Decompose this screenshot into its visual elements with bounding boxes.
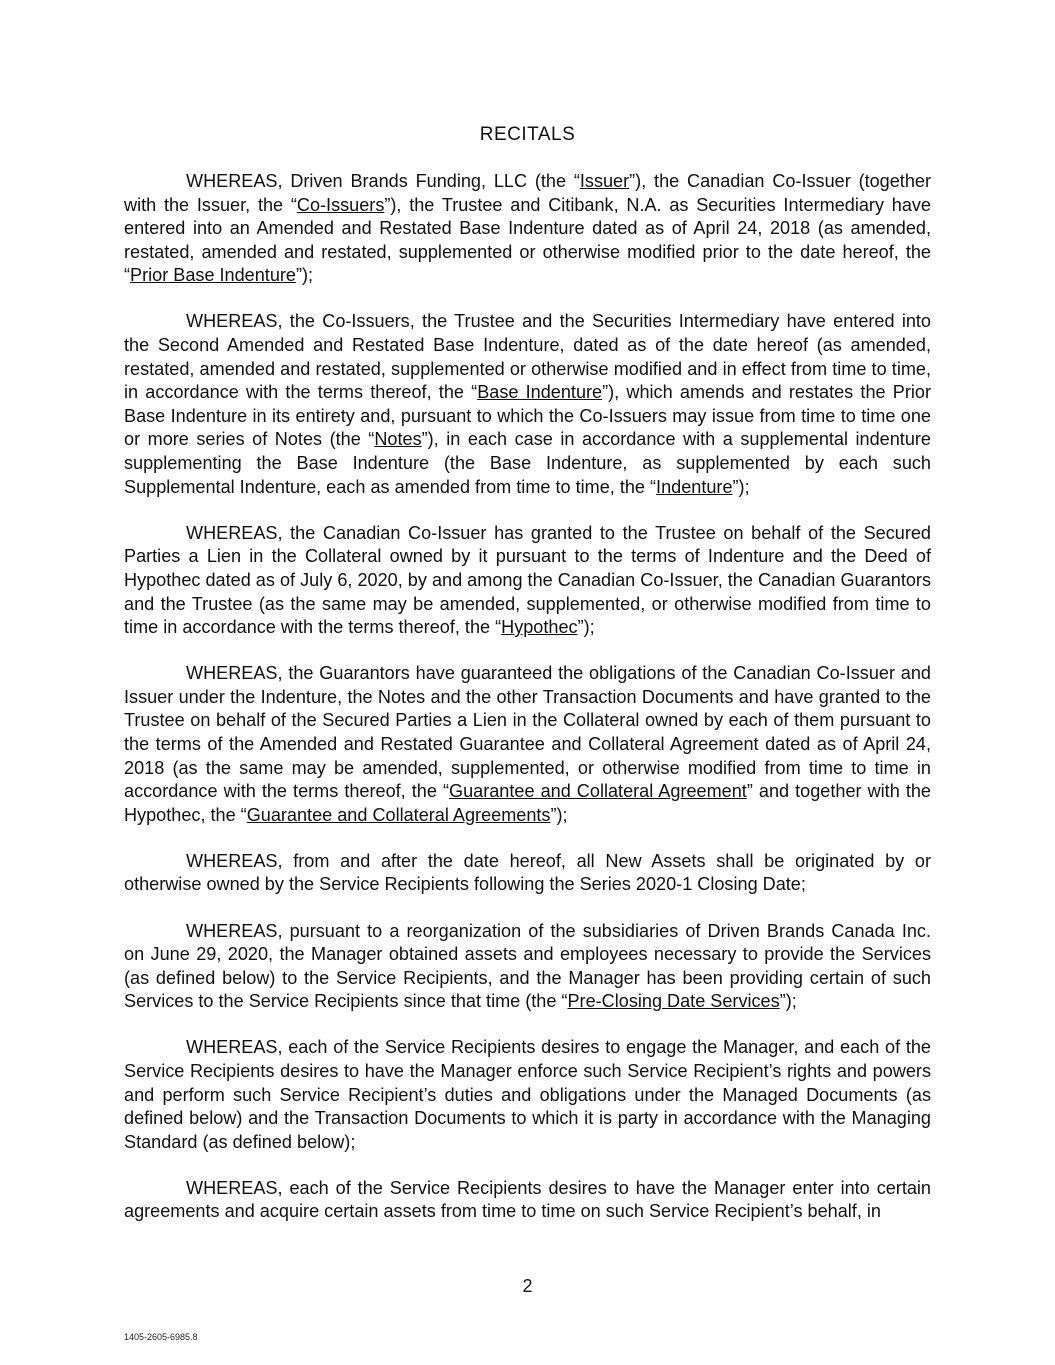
text-run: WHEREAS, the Co-Issuers, the Trustee and the Securities Intermediary have entered into the Second Amended and Restated Base Indenture, dated as of the date hereof (as amended, restated, amended and restated, supplemented or otherwise modified and in effect from time to time, in accordance with the terms thereof, the “	[124, 311, 931, 403]
defined-term-indenture: Indenture	[656, 476, 733, 497]
defined-term-hypothec: Hypothec	[501, 617, 578, 638]
defined-term-guarantee-and-collateral-agreements: Guarantee and Collateral Agreements	[246, 804, 551, 825]
defined-term-notes: Notes	[374, 429, 422, 450]
text-run: ”);	[732, 476, 750, 497]
defined-term-prior-base-indenture: Prior Base Indenture	[130, 265, 296, 286]
text-run: ”);	[577, 617, 595, 638]
text-run: ” and together with the Hypothec, the “	[124, 781, 931, 825]
recital-paragraph-engage-manager	[124, 1036, 931, 1154]
text-run: ”);	[296, 265, 314, 286]
page-number: 2	[522, 1276, 533, 1296]
defined-term-base-indenture: Base Indenture	[477, 382, 603, 403]
text-run: ”), the Canadian Co-Issuer (together with the Issuer, the “	[124, 171, 931, 215]
text-run: ”);	[550, 804, 568, 825]
text-run: ”);	[779, 991, 797, 1012]
text-run: WHEREAS, the Guarantors have guaranteed the obligations of the Canadian Co-Issuer and Issuer under the Indenture, the Notes and the other Transaction Documents and have granted to the Trustee on behalf of the Secured Parties a Lien in the Collateral owned by each of them pursuant to the terms of the Amended and Restated Guarantee and Collateral Agreement dated as of April 24, 2018 (as the same may be amended, supplemented, or otherwise modified from time to time in accordance with the terms thereof, the “	[124, 663, 931, 802]
document-id: 1405-2605-6985.8	[124, 1332, 198, 1342]
section-heading: RECITALS	[479, 124, 576, 145]
recital-paragraph-new-assets	[124, 850, 931, 897]
recital-paragraph-guarantors	[124, 662, 931, 827]
recital-paragraph-agreements	[124, 1177, 931, 1224]
text-run: WHEREAS, pursuant to a reorganization of the subsidiaries of Driven Brands Canada Inc. on June 29, 2020, the Manager obtained assets and employees necessary to provide the Services (as defined below) to the Service Recipients, and the Manager has been providing certain of such Services to the Service Recipients since that time (the “	[124, 920, 931, 1012]
text-run: ”), the Trustee and Citibank, N.A. as Securities Intermediary have entered into an Amended and Restated Base Indenture dated as of April 24, 2018 (as amended, restated, amended and restated, supplemented or otherwise modified prior to the date hereof, the “	[124, 194, 931, 286]
text-run: WHEREAS, the Canadian Co-Issuer has granted to the Trustee on behalf of the Secured Parties a Lien in the Collateral owned by it pursuant to the terms of Indenture and the Deed of Hypothec dated as of July 6, 2020, by and among the Canadian Co-Issuer, the Canadian Guarantors and the Trustee (as the same may be amended, supplemented, or otherwise modified from time to time in accordance with the terms thereof, the “	[124, 522, 931, 638]
recital-paragraph-reorganization	[124, 920, 931, 1014]
recital-paragraph-hypothec	[124, 522, 931, 640]
recital-paragraph-issuer	[124, 170, 931, 288]
recital-paragraph-base-indenture	[124, 310, 931, 499]
defined-term-pre-closing-date-services: Pre-Closing Date Services	[567, 991, 780, 1012]
recitals-body	[124, 170, 931, 1224]
text-run: WHEREAS, from and after the date hereof, all New Assets shall be originated by or otherwise owned by the Service Recipients following the Series 2020-1 Closing Date;	[124, 850, 931, 895]
text-run: WHEREAS, each of the Service Recipients desires to engage the Manager, and each of the Service Recipients desires to have the Manager enforce such Service Recipient’s rights and powers and perform such Service Recipient’s duties and obligations under the Managed Documents (as defined below) and the Transaction Documents to which it is party in accordance with the Managing Standard (as defined below);	[124, 1037, 931, 1152]
defined-term-issuer: Issuer	[579, 171, 630, 191]
defined-term-co-issuers: Co-Issuers	[296, 194, 385, 215]
text-run: WHEREAS, each of the Service Recipients desires to have the Manager enter into certain agreements and acquire certain assets from time to time on such Service Recipient’s behalf, in	[124, 1177, 931, 1222]
text-run: ”), in each case in accordance with a supplemental indenture supplementing the Base Indenture (the Base Indenture, as supplemented by each such Supplemental Indenture, each as amended from time to time, the “	[124, 429, 931, 497]
text-run: WHEREAS, Driven Brands Funding, LLC (the “	[186, 171, 580, 191]
defined-term-guarantee-and-collateral-agreement: Guarantee and Collateral Agreement	[449, 781, 747, 802]
text-run: ”), which amends and restates the Prior Base Indenture in its entirety and, pursuant to which the Co-Issuers may issue from time to time one or more series of Notes (the “	[124, 382, 931, 450]
